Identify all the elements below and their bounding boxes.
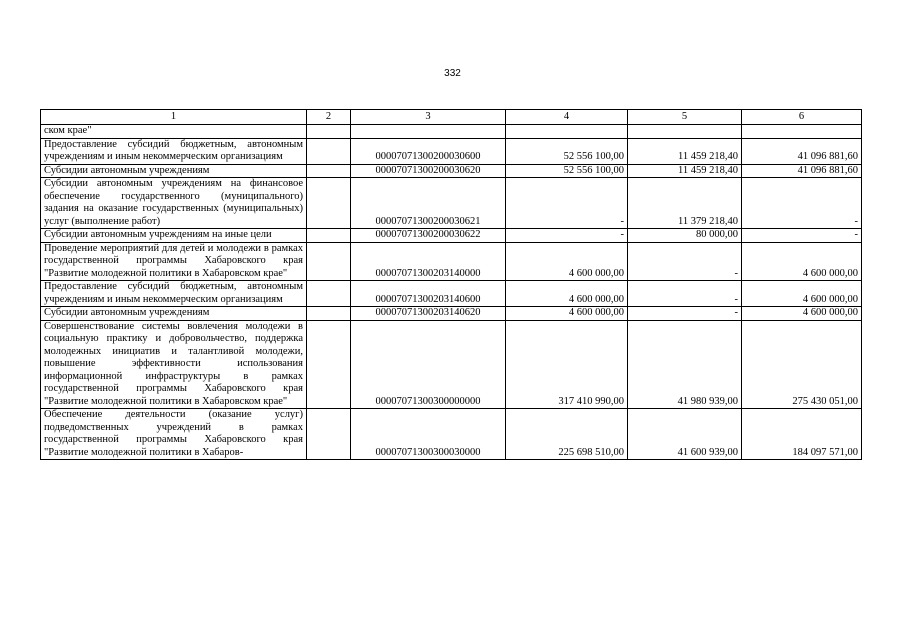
- row-value-5: -: [628, 242, 742, 281]
- row-value-4: [506, 125, 628, 139]
- column-header: 2: [307, 110, 351, 125]
- row-value-5: 41 600 939,00: [628, 409, 742, 460]
- row-name: Субсидии автономным учреждениям на иные цели: [41, 229, 307, 243]
- table-row: [41, 125, 862, 139]
- column-header: 3: [351, 110, 506, 125]
- row-name: Субсидии автономным учреждениям: [41, 307, 307, 321]
- row-value-4: -: [506, 178, 628, 229]
- row-name: Субсидии автономным учреждениям на финансовое обеспечение государственного (муниципального) задания на оказание государственных (муниципальных) услуг (выполнение работ): [41, 178, 307, 229]
- row-value-6: -: [742, 178, 862, 229]
- row-value-4: -: [506, 229, 628, 243]
- row-value-5: 11 379 218,40: [628, 178, 742, 229]
- row-col2: [307, 178, 351, 229]
- row-value-5: 11 459 218,40: [628, 138, 742, 164]
- row-value-4: 52 556 100,00: [506, 138, 628, 164]
- row-col2: [307, 164, 351, 178]
- row-value-6: 4 600 000,00: [742, 242, 862, 281]
- column-header: 6: [742, 110, 862, 125]
- row-code: 00007071300203140600: [351, 281, 506, 307]
- row-value-6: [742, 125, 862, 139]
- page-number: 332: [444, 68, 461, 79]
- row-col2: [307, 242, 351, 281]
- row-value-6: 41 096 881,60: [742, 164, 862, 178]
- row-name: Предоставление субсидий бюджетным, автономным учреждениям и иным некоммерческим организациям: [41, 281, 307, 307]
- row-value-4: 4 600 000,00: [506, 281, 628, 307]
- row-code: 00007071300300030000: [351, 409, 506, 460]
- row-col2: [307, 320, 351, 409]
- row-value-6: 4 600 000,00: [742, 281, 862, 307]
- table-row: [41, 320, 862, 409]
- table-row: [41, 409, 862, 460]
- row-value-5: 11 459 218,40: [628, 164, 742, 178]
- row-col2: [307, 307, 351, 321]
- column-header: 1: [41, 110, 307, 125]
- row-col2: [307, 138, 351, 164]
- row-name: Проведение мероприятий для детей и молодежи в рамках государственной программы Хабаровского края "Развитие молодежной политики в Хабаровском крае": [41, 242, 307, 281]
- row-value-4: 225 698 510,00: [506, 409, 628, 460]
- row-name: ском крае": [41, 125, 307, 139]
- row-value-5: 41 980 939,00: [628, 320, 742, 409]
- row-value-4: 52 556 100,00: [506, 164, 628, 178]
- row-name: Обеспечение деятельности (оказание услуг) подведомственных учреждений в рамках государственной программы Хабаровского края "Развитие молодежной политики в Хабаров-: [41, 409, 307, 460]
- table-row: [41, 281, 862, 307]
- row-code: 00007071300300000000: [351, 320, 506, 409]
- row-value-6: 184 097 571,00: [742, 409, 862, 460]
- row-value-6: -: [742, 229, 862, 243]
- row-code: 00007071300200030620: [351, 164, 506, 178]
- table-row: [41, 307, 862, 321]
- row-code: 00007071300200030621: [351, 178, 506, 229]
- row-value-4: 317 410 990,00: [506, 320, 628, 409]
- row-value-6: 4 600 000,00: [742, 307, 862, 321]
- row-value-5: 80 000,00: [628, 229, 742, 243]
- row-value-5: -: [628, 307, 742, 321]
- budget-table: [40, 109, 862, 460]
- row-col2: [307, 409, 351, 460]
- row-value-4: 4 600 000,00: [506, 307, 628, 321]
- row-value-6: 41 096 881,60: [742, 138, 862, 164]
- column-header: 5: [628, 110, 742, 125]
- row-name: Предоставление субсидий бюджетным, автономным учреждениям и иным некоммерческим организациям: [41, 138, 307, 164]
- row-value-5: [628, 125, 742, 139]
- row-code: 00007071300200030600: [351, 138, 506, 164]
- row-code: 00007071300203140620: [351, 307, 506, 321]
- table-row: [41, 164, 862, 178]
- row-col2: [307, 229, 351, 243]
- row-code: 00007071300200030622: [351, 229, 506, 243]
- table-row: [41, 178, 862, 229]
- table-header-row: [41, 110, 862, 125]
- row-value-6: 275 430 051,00: [742, 320, 862, 409]
- row-name: Совершенствование системы вовлечения молодежи в социальную практику и добровольчество, поддержка молодежных инициатив и талантливой молодежи, повышение эффективности использования информационной инфраструктуры в рамках государственной программы Хабаровского края "Развитие молодежной политики в Хабаровском крае": [41, 320, 307, 409]
- table-row: [41, 242, 862, 281]
- row-name: Субсидии автономным учреждениям: [41, 164, 307, 178]
- row-value-5: -: [628, 281, 742, 307]
- row-code: [351, 125, 506, 139]
- row-value-4: 4 600 000,00: [506, 242, 628, 281]
- table-row: [41, 138, 862, 164]
- row-col2: [307, 281, 351, 307]
- table-row: [41, 229, 862, 243]
- row-code: 00007071300203140000: [351, 242, 506, 281]
- row-col2: [307, 125, 351, 139]
- column-header: 4: [506, 110, 628, 125]
